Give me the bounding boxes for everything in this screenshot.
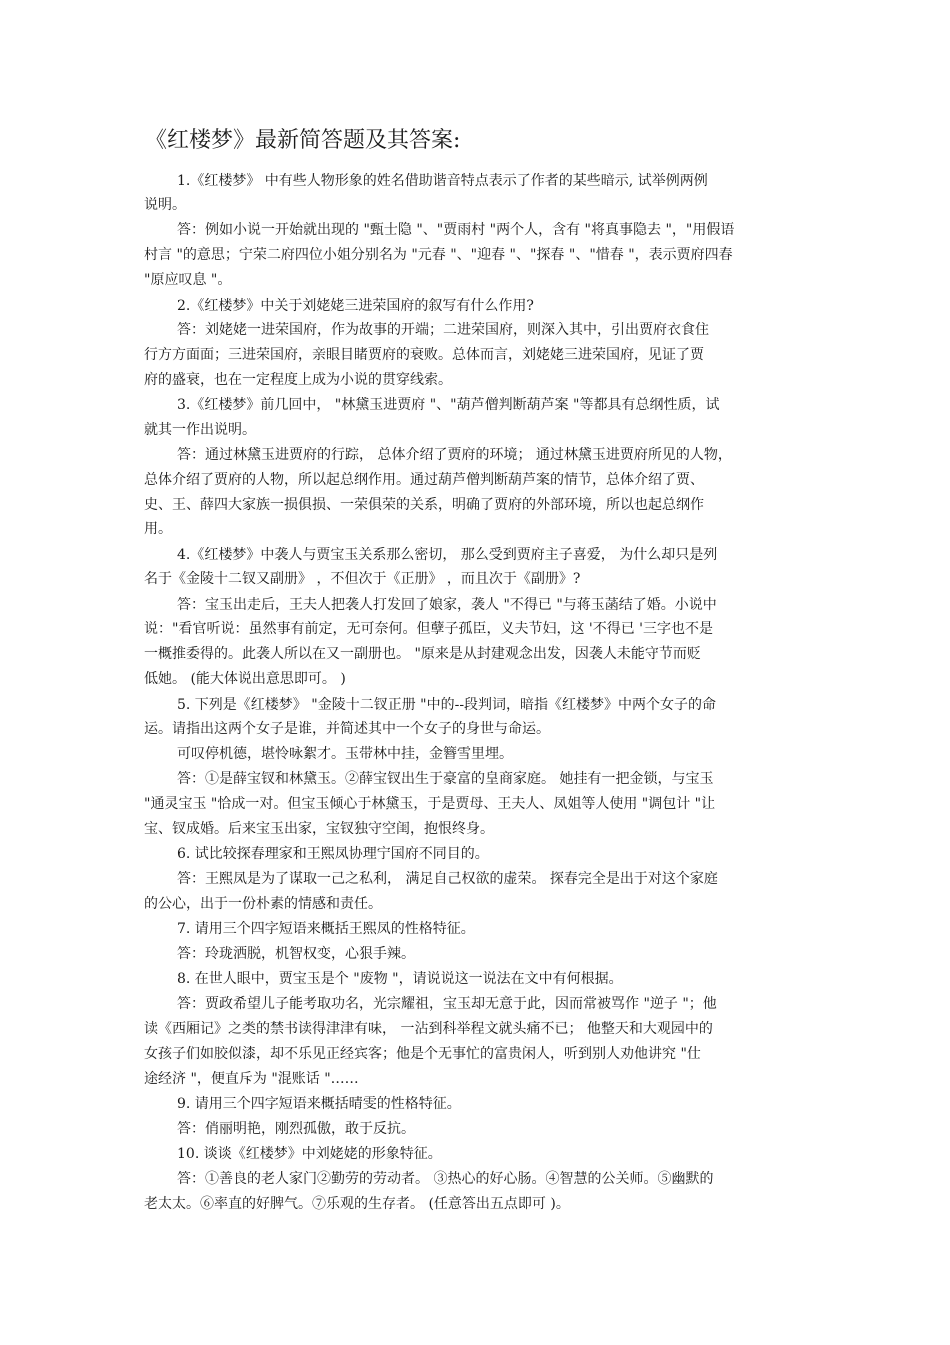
text-line: 低她。 (能大体说出意思即可。 ) — [144, 671, 346, 687]
text-line: 答：贾政希望儿子能考取功名，光宗耀祖，宝玉却无意于此，因而常被骂作 "逆子 "；他 — [177, 996, 717, 1012]
text-line: 名于《金陵十二钗又副册》 ，不但次于《正册》 ，而且次于《副册》? — [144, 571, 581, 587]
text-line: 3.《红楼梦》前几回中， "林黛玉进贾府 "、"葫芦僧判断葫芦案 "等都具有总纲性质，试 — [177, 397, 720, 413]
text-line: 说："看官听说：虽然事有前定，无可奈何。但孽子孤臣，义夫节妇，这 '不得已 '三字也不是 — [144, 621, 714, 637]
text-line: 说明。 — [144, 197, 186, 213]
text-line: 宝、钗成婚。后来宝玉出家，宝钗独守空闺，抱恨终身。 — [144, 821, 494, 837]
text-line: "通灵宝玉 "恰成一对。但宝玉倾心于林黛玉，于是贾母、王夫人、凤姐等人使用 "调包计 "让 — [144, 796, 716, 812]
text-line: 的公心，出于一份朴素的情感和责任。 — [144, 896, 382, 912]
text-line: 运。请指出这两个女子是谁，并简述其中一个女子的身世与命运。 — [144, 721, 550, 737]
text-line: 村言 "的意思；宁荣二府四位小姐分别名为 "元春 "、"迎春 "、"探春 "、"惜春 "，表示贾府四春 — [144, 247, 733, 263]
text-line: 2.《红楼梦》中关于刘姥姥三进荣国府的叙写有什么作用? — [177, 298, 534, 314]
text-line: 途经济 "，便直斥为 "混账话 "…… — [144, 1071, 359, 1087]
text-line: 10. 谈谈《红楼梦》中刘姥姥的形象特征。 — [177, 1146, 442, 1162]
text-line: 答：玲珑洒脱，机智权变，心狠手辣。 — [177, 946, 415, 962]
text-line: 答：①善良的老人家门②勤劳的劳动者。 ③热心的好心肠。④智慧的公关师。⑤幽默的 — [177, 1171, 714, 1187]
text-line: 可叹停机德，堪怜咏絮才。玉带林中挂，金簪雪里埋。 — [177, 746, 513, 762]
text-line: 女孩子们如胶似漆，却不乐见正经宾客；他是个无事忙的富贵闲人，听到别人劝他讲究 "仕 — [144, 1046, 701, 1062]
text-line: "原应叹息 "。 — [144, 272, 232, 288]
text-line: 答：通过林黛玉进贾府的行踪， 总体介绍了贾府的环境； 通过林黛玉进贾府所见的人物， — [177, 447, 732, 463]
text-line: 答：例如小说一开始就出现的 "甄士隐 "、"贾雨村 "两个人，含有 "将真事隐去 "，"用假语 — [177, 222, 735, 238]
text-line: 总体介绍了贾府的人物，所以起总纲作用。通过葫芦僧判断葫芦案的情节，总体介绍了贾、 — [144, 472, 704, 488]
text-line: 1.《红楼梦》 中有些人物形象的姓名借助谐音特点表示了作者的某些暗示, 试举例两例 — [177, 173, 708, 189]
text-line: 用。 — [144, 521, 172, 537]
text-line: 读《西厢记》之类的禁书读得津津有味， 一沾到科举程文就头痛不已； 他整天和大观园中的 — [144, 1021, 713, 1037]
text-line: 8. 在世人眼中，贾宝玉是个 "废物 "，请说说这一说法在文中有何根据。 — [177, 971, 623, 987]
text-line: 答：①是薛宝钗和林黛玉。②薛宝钗出生于豪富的皇商家庭。 她挂有一把金锁，与宝玉 — [177, 771, 714, 787]
text-line: 就其一作出说明。 — [144, 422, 256, 438]
text-line: 4.《红楼梦》中袭人与贾宝玉关系那么密切， 那么受到贾府主子喜爱， 为什么却只是列 — [177, 547, 718, 563]
text-line: 答：王熙凤是为了谋取一己之私利， 满足自己权欲的虚荣。 探春完全是出于对这个家庭 — [177, 871, 718, 887]
text-line: 9. 请用三个四字短语来概括晴雯的性格特征。 — [177, 1096, 461, 1112]
text-line: 7. 请用三个四字短语来概括王熙凤的性格特征。 — [177, 921, 475, 937]
text-line: 行方方面面；三进荣国府，亲眼目睹贾府的衰败。总体而言，刘姥姥三进荣国府，见证了贾 — [144, 347, 704, 363]
text-line: 一概推委得的。此袭人所以在又一副册也。 "原来是从封建观念出发，因袭人未能守节而贬 — [144, 646, 701, 662]
text-line: 府的盛衰，也在一定程度上成为小说的贯穿线索。 — [144, 372, 452, 388]
text-line: 答：宝玉出走后，王夫人把袭人打发回了娘家，袭人 "不得已 "与蒋玉菡结了婚。小说中 — [177, 597, 717, 613]
text-line: 5. 下列是《红楼梦》 "金陵十二钗正册 "中的--段判词，暗指《红楼梦》中两个女子的命 — [177, 697, 717, 713]
text-line: 答：刘姥姥一进荣国府，作为故事的开端；二进荣国府，则深入其中，引出贾府衣食住 — [177, 322, 709, 338]
text-line: 史、王、薛四大家族一损俱损、一荣俱荣的关系，明确了贾府的外部环境，所以也起总纲作 — [144, 497, 704, 513]
text-line: 6. 试比较探春理家和王熙凤协理宁国府不同目的。 — [177, 846, 489, 862]
document-title: 《红楼梦》最新简答题及其答案: — [145, 128, 461, 153]
text-line: 答：俏丽明艳，刚烈孤傲，敢于反抗。 — [177, 1121, 415, 1137]
text-line: 老太太。⑥率直的好脾气。⑦乐观的生存者。 (任意答出五点即可 )。 — [144, 1196, 570, 1212]
